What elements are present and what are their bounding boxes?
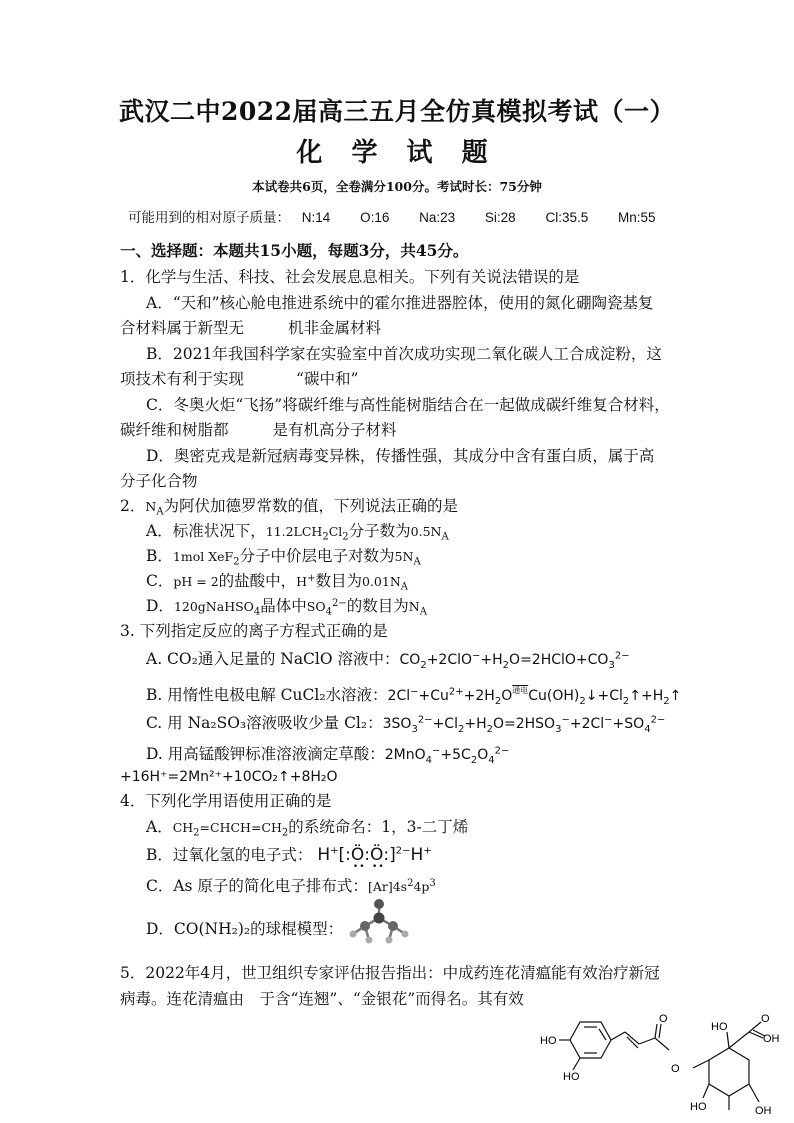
q3-option-c	[146, 712, 665, 735]
molecule-label: HO	[690, 1101, 707, 1113]
q4-option-b	[146, 844, 432, 872]
q3-option-d-cont: +16H⁺=2Mn²⁺+10CO₂↑+8H₂O	[120, 769, 338, 785]
q2-b-label: B．	[146, 547, 173, 565]
mass-item: Na:23	[419, 210, 456, 225]
formula: $0.5N_A$	[410, 524, 449, 543]
molecule-label: HO	[711, 1021, 728, 1033]
molecule-label: O	[671, 1063, 680, 1075]
formula: H+	[296, 572, 316, 589]
formula: $11.2LCH_2Cl_2$	[265, 524, 349, 543]
molecule-structure-image	[535, 1010, 785, 1120]
q3-b-text: B. 用惰性电极电解 CuCl₂水溶液：	[146, 686, 388, 704]
q2-d-label: D．	[146, 597, 174, 615]
q1-option-c: C．冬奥火炬“飞扬”将碳纤维与高性能树脂结合在一起做成碳纤维复合材料，	[146, 396, 670, 414]
mass-item: N:14	[301, 210, 331, 225]
exam-subtitle: 化 学 试 题	[296, 138, 498, 168]
exam-info: 本试卷共6页，全卷满分100分。考试时长：75分钟	[252, 179, 542, 194]
ball-stick-model-image	[343, 896, 413, 948]
q1-a-part: 合材料属于新型无	[120, 319, 245, 337]
q4-c-text: C．As 原子的简化电子排布式：	[146, 877, 368, 895]
equation: $CO_2+2ClO^-+H_2O=2HClO+CO_3^{2-}$	[399, 650, 630, 671]
na-symbol: $N_A$	[145, 499, 164, 518]
q4-option-c	[146, 875, 436, 898]
q1-option-a-cont	[120, 317, 381, 339]
exam-title: 武汉二中2022届高三五月全仿真模拟考试（一）	[118, 97, 676, 126]
condition-label: 通电	[512, 686, 529, 695]
masses-label: 可能用到的相对原子质量：	[128, 210, 290, 225]
equation: $3SO_3^{2-}+Cl_2+H_2O=2HSO_3^-+2Cl^-+SO_4^{2-}$	[382, 714, 666, 735]
q1-b-part: 项技术有利于实现	[120, 370, 245, 388]
q2-option-a	[146, 520, 449, 543]
q2-d-text2: 的数目为	[346, 597, 409, 615]
formula: $SO_4^{2-}$	[306, 597, 347, 618]
q2-option-d	[146, 595, 427, 618]
molecule-label: O	[659, 1013, 668, 1025]
atomic-masses	[128, 206, 682, 226]
q1-option-b: B．2021年我国科学家在实验室中首次成功实现二氧化碳人工合成淀粉，这	[146, 345, 662, 363]
q1-option-c-cont	[120, 419, 397, 441]
q4-a-label: A．	[146, 818, 173, 836]
q3-option-a	[146, 648, 630, 671]
q1-option-b-cont	[120, 368, 358, 390]
q4-b-text: B．过氧化氢的电子式：	[146, 846, 313, 864]
q1-c-part: 碳纤维和树脂都	[120, 421, 229, 439]
q3-d-text: D. 用高锰酸钾标准溶液滴定草酸：	[146, 745, 385, 763]
equation: $2Cl^-+Cu^{2+}+2H_2O^{通电}Cu(OH)_2↓+Cl_2↑+H_2↑$	[387, 686, 682, 707]
q2-option-c	[146, 570, 408, 593]
electron-formula: H+[:Ö •• :Ö •• :]$^{2-}$H+	[317, 845, 432, 872]
q2-option-b	[146, 545, 421, 568]
q2-c-label: C．	[146, 572, 174, 590]
mass-item: Mn:55	[618, 210, 656, 225]
q2-c-text: 的盐酸中，	[218, 572, 297, 590]
q2-stem-text: 为阿伏加德罗常数的值，下列说法正确的是	[163, 497, 459, 515]
q5-line1: 5．2022年4月，世卫组织专家评估报告指出：中成药连花清瘟能有效治疗新冠	[120, 964, 660, 982]
q1-a-part: 机非金属材料	[288, 319, 382, 337]
molecule-label: OH	[763, 1033, 780, 1045]
q3-stem: 3. 下列指定反应的离子方程式正确的是	[120, 622, 388, 640]
equation: $2MnO_4^-+5C_2O_4^{2-}$	[384, 745, 510, 766]
molecule-label: HO	[563, 1071, 580, 1083]
q4-stem: 4．下列化学用语使用正确的是	[120, 792, 332, 810]
molecule-label: OH	[755, 1105, 772, 1117]
mass-item: Si:28	[484, 210, 516, 225]
q1-option-d-cont: 分子化合物	[120, 472, 198, 490]
q3-a-text: A. CO₂通入足量的 NaClO 溶液中：	[146, 650, 400, 668]
mass-item: Cl:35.5	[545, 210, 589, 225]
q4-a-text: 的系统命名：1，3-二丁烯	[288, 818, 469, 836]
molecule-label: HO	[540, 1035, 557, 1047]
mass-item: O:16	[360, 210, 390, 225]
q1-stem: 1．化学与生活、科技、社会发展息息相关。下列有关说法错误的是	[120, 268, 580, 286]
q2-d-text: 晶体中	[260, 597, 307, 615]
formula: $0.01N_A$	[361, 574, 408, 593]
formula: $5N_A$	[394, 549, 421, 568]
q2-stem	[120, 495, 458, 518]
q1-c-part: 是有机高分子材料	[272, 421, 397, 439]
section-heading: 一、选择题：本题共15小题，每题3分，共45分。	[120, 241, 469, 260]
q2-c-text2: 数目为	[315, 572, 362, 590]
q2-number: 2．	[120, 497, 146, 515]
q2-a-text: 分子数为	[348, 522, 411, 540]
formula: 120gNaHSO$_4$	[173, 599, 261, 618]
q3-option-d	[146, 743, 509, 766]
q3-option-b	[146, 680, 681, 707]
formula: $CH_2=CHCH=CH_2$	[172, 820, 289, 839]
q1-option-a: A．“天和”核心舱电推进系统中的霍尔推进器腔体，使用的氮化硼陶瓷基复	[146, 294, 654, 312]
molecule-label: O	[761, 1013, 770, 1025]
q4-option-d: D．CO(NH₂)₂的球棍模型：	[146, 920, 344, 938]
q3-c-text: C. 用 Na₂SO₃溶液吸收少量 Cl₂：	[146, 714, 383, 732]
q1-b-part: “碳中和”	[296, 370, 359, 388]
q4-option-a	[146, 816, 468, 839]
q1-option-d: D．奥密克戎是新冠病毒变异株，传播性强，其成分中含有蛋白质，属于高	[146, 447, 655, 465]
formula: pH = 2	[173, 574, 219, 589]
q2-a-label: A．标准状况下，	[146, 522, 266, 540]
q5-line2: 病毒。连花清瘟由 于含“连翘”、“金银花”而得名。其有效	[120, 990, 524, 1008]
formula: $N_A$	[408, 599, 427, 618]
q2-b-text: 分子中价层电子对数为	[239, 547, 395, 565]
formula: $[Ar]4s^24p^3$	[367, 877, 436, 894]
formula: 1mol XeF$_2$	[172, 549, 240, 568]
